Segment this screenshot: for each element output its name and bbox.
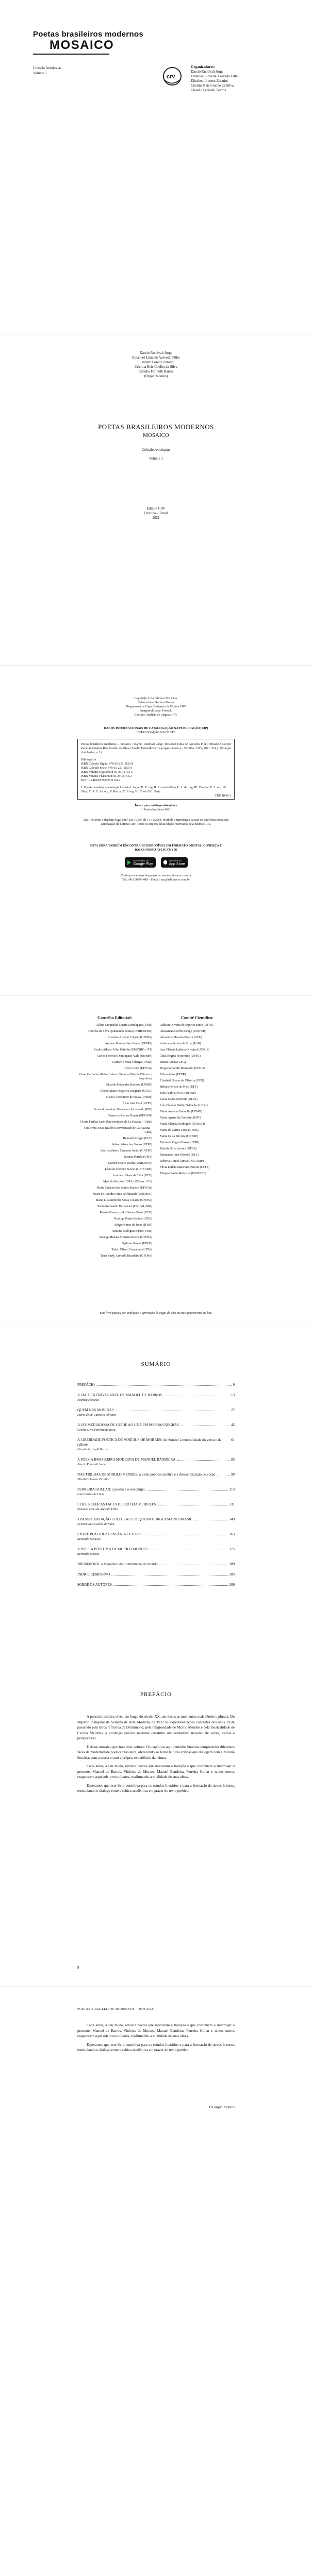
cip-subtitle: CATALOGAÇÃO NA FONTE: [136, 731, 176, 734]
title-organizer: Darcio Rundvalt Jorge: [139, 351, 173, 355]
sumario-entry-author: Patrícia Fonseca: [77, 1399, 99, 1402]
cover-title-rule: [33, 54, 109, 55]
sumario-entry-page: 149: [229, 1517, 235, 1521]
copyright-line: Editor-chefe: Railson Moura: [138, 701, 174, 704]
sumario-entry-title: ENTRE PLACIDEZ E INSÂNIA OCULOS: [77, 1532, 142, 1536]
sumario-entry[interactable]: [77, 1472, 235, 1482]
apple-icon: [163, 860, 167, 865]
isbn-line: Bibliografia: [81, 758, 96, 761]
catalog-index: [77, 804, 235, 812]
editorial-member: Antônio Pereira Gaio Júnior (UFRRJ): [105, 1042, 152, 1045]
prefacio-paragraph: Esperamos que este livro contribua para os estudos literários e para a formação de novos leitores, estimulando o diálogo entre a crítica acadêmica e o prazer do texto poético.: [77, 2042, 235, 2052]
scientific-member: Anderson Pereira da Silva (UnB): [160, 1042, 201, 1045]
sumario-entry-author: Cecília Silva Ferreira da Rosa: [77, 1429, 116, 1432]
sumario-entry-author: Darcio Rundvalt Jorge: [77, 1463, 106, 1466]
google-play-badge-top: DISPONÍVEL NO: [133, 859, 150, 862]
organizers-label: Organizadores:: [191, 65, 215, 69]
title-organizer: Cristina Reis Coelho da Silva: [135, 365, 177, 369]
scientific-member: Maria Cláudia Rodrigues (UNIRIO): [160, 1123, 205, 1126]
editorial-member: Elione Maria Nogueira Diogenes (UFAL): [100, 1090, 152, 1093]
sumario-entry-page: 113: [229, 1487, 235, 1492]
scientific-member: Helena Pereira de Melo (UFF): [160, 1086, 198, 1089]
peer-review-note: Este livro passou por avaliação e aprovação às cegas de dois ou mais pareceristas ad hoc.: [100, 1312, 212, 1315]
copyright-page: [0, 666, 312, 995]
editorial-member: Cesar Gerónimo Tello (Univer. Nacional Três de Febrero – Argentina): [79, 1073, 152, 1080]
editorial-member: Lídia de Oliveira Xavier (UNIEURO): [105, 1168, 152, 1171]
cip-subjects: 1. Poesia brasileira – antologia literária I. Jorge, D. R. org. II. Azevedo Filho, E. L. de. org. III. Zaratini, E. L. org. IV. Silva, C. R. C. da. org. V. Barros, C. F. org. VI. Título VII. Série.: [81, 786, 226, 793]
editorial-member: Josania Portela (UFPI): [124, 1156, 152, 1159]
sumario-entry-author: Elizabeth Lorenz Zaratini: [77, 1478, 109, 1481]
sumario-entry-page: 83: [231, 1458, 235, 1462]
contact-address: Tel.: (41) 3039-6418 – E-mail: sac@editoracrv.com.br: [122, 878, 190, 882]
sumario-entry-page: 45: [231, 1423, 235, 1427]
organizer-name: Cristina Reis Coelho da Silva: [191, 83, 234, 88]
cip-header: [77, 726, 235, 735]
editorial-member: Anselmo Alencar Colares (UFOPA): [107, 1036, 152, 1039]
organizer-name: Elizabeth Lorenz Zaratini: [191, 79, 228, 83]
publisher-contact: [77, 874, 235, 882]
editorial-member: Maria Cristina dos Santos Bezerra (UFSCar): [96, 1187, 152, 1190]
sumario-entry-page: 61: [231, 1438, 235, 1442]
scientific-member: Diogo Sartorelli Bonzanini (UFGD): [160, 1067, 205, 1070]
sumario-entry[interactable]: [77, 1438, 235, 1452]
scientific-member: Maria do Carmo Faria (UFMG): [160, 1129, 200, 1132]
scientific-committee: [160, 1015, 235, 1178]
scientific-member: Lucas Lopes Rezende (UFPA): [160, 1098, 198, 1101]
sumario-entry-page: 99: [231, 1472, 235, 1477]
title-organizer: Elizabeth Lorenz Zaratini: [137, 360, 175, 364]
sumario-entry[interactable]: [77, 1572, 235, 1577]
editorial-member: Leonel Severo Rocha (UNISINOS): [108, 1162, 152, 1165]
editorial-member: Elizeu Clementino de Souza (UNEB): [106, 1096, 152, 1099]
contact-site: Conheça os nossos lançamentos: www.editoracrv.com.br: [121, 874, 191, 877]
prefacio-paragraph: Cada autor, a seu modo, revisita poetas que marcaram a tradição e que continuam a interrogar o presente. Manoel de Barros, Vinícius de Moraes, Manuel Bandeira, Ferreira Gullar e tantos outros reaparecem aqui sob novos olhares, reafirmando a vitalidade de suas obras.: [77, 2023, 235, 2038]
sumario-entry[interactable]: [77, 1408, 235, 1417]
sumario-entry-title: A VIZ MEDIADORA DE GUÍDE AO UNA EM POESIAS NEGRAS: [77, 1423, 179, 1427]
editorial-member: Rodrigo Pratte-Santos (UFES): [114, 1217, 152, 1221]
sumario-entry-author: Mário de Sá-Carneiro Oliveira: [77, 1414, 116, 1417]
editorial-member: Sérgio Nunes de Jesus (IFRO): [114, 1224, 152, 1227]
editorial-member: Andréia da Silva Quintanilha Sousa (UNIR/UFRN): [88, 1030, 152, 1033]
sumario-title: SUMÁRIO: [141, 1361, 171, 1367]
title-page-heading: [0, 423, 312, 461]
editorial-member: Carlos Federico Dominguez Avila (Unieuro): [97, 1055, 152, 1058]
sumario-entry[interactable]: [77, 1517, 235, 1527]
sumario-entry-author: Claudio Farinelli Barros: [77, 1448, 109, 1451]
catalog-index-title: Índice para catálogo sistemático: [135, 804, 177, 807]
scientific-member: Roberta Gomes Lima (UNICAMP): [160, 1160, 204, 1163]
editorial-council-list: [77, 1023, 152, 1258]
isbn-list: [81, 758, 231, 783]
organizer-name: Darcio Rundvalt Jorge: [191, 70, 224, 74]
cover-organizers: [191, 65, 239, 93]
editorial-council-title: Conselho Editorial:: [97, 1015, 132, 1020]
editorial-member: Renato Francisco dos Santos Paula (UFG): [100, 1211, 152, 1214]
sumario-leader-dots: [177, 1460, 229, 1461]
cip-cdd: CDD B869.1: [215, 794, 231, 798]
editorial-member: Celso Conti (UFSCar): [124, 1067, 152, 1070]
editorial-member: Tadeu Oliver Gonçalves (UFPA): [111, 1248, 152, 1251]
publication-year: 2021: [152, 516, 160, 520]
editorial-member: Maria Lília Imbiriba Sousa Colares (UFOPA): [95, 1199, 152, 1202]
prefacio-paragraph: É desse mosaico que trata este volume. Os capítulos aqui reunidos buscam compreender diferentes faces da modernidade poética brasileira, oferecendo ao leitor leituras críticas que dialogam com a história literária, com a teoria e com a própria experiência da leitura.: [77, 1744, 235, 1760]
cover-title-line1: Poetas brasileiros modernos: [33, 30, 144, 39]
scientific-member: Maria Antonia Granville (UFMG): [160, 1110, 202, 1113]
scientific-committee-list: [160, 1023, 235, 1176]
cip-title: DADOS INTERNACIONAIS DE CATALOGAÇÃO NA PUBLICAÇÃO (CIP): [104, 727, 208, 730]
scientific-member: Maria Aparecida Valentim (UFF): [160, 1116, 201, 1120]
sumario-entry[interactable]: [77, 1458, 235, 1467]
title-organizer-role: (Organizadores): [144, 374, 168, 378]
scientific-member: Elisabeth Soares de Oliveira (UFG): [160, 1079, 204, 1082]
sumario-entry[interactable]: [77, 1562, 235, 1567]
sumario-entry-author: Bernardo Moraes: [77, 1553, 100, 1556]
sumario-entry-title: DRUMMOND, o lavradeiro de o sentimento do mundo: [77, 1562, 158, 1566]
publisher-city: Curitiba – Brasil: [144, 511, 168, 515]
sumario-entry[interactable]: [77, 1423, 235, 1432]
prefacio-paragraph: A poesia brasileira viveu, ao longo do século XX, um dos seus momentos mais férteis e plurais. Do impacto inaugural da Semana de Arte Moderna de 1922 às experimentações concretas dos anos 1950, passando pela lírica reflexiva de Drummond, pela religiosidade de Murilo Mendes e pela musicalidade de Cecília Meireles, a produção poética nacional construiu um verdadeiro mosaico de vozes, estilos e perspectivas.: [77, 1715, 235, 1740]
sumario-entry[interactable]: [77, 1487, 235, 1497]
prefacio-paragraph: Cada autor, a seu modo, revisita poetas que marcaram a tradição e que continuam a interrogar o presente. Manoel de Barros, Vinícius de Moraes, Manuel Bandeira, Ferreira Gullar e tantos outros reaparecem aqui sob novos olhares, reafirmando a vitalidade de suas obras.: [77, 1764, 235, 1779]
google-play-icon: [127, 860, 131, 865]
publisher-name: Editora CRV: [146, 506, 166, 511]
sumario-entry-author: Emanuel Lima de Azevedo Filho: [77, 1508, 118, 1511]
sumario-entry-page: 163: [229, 1532, 235, 1536]
sumario-leader-dots: [96, 1385, 232, 1386]
copyright-lines: [0, 697, 312, 717]
scientific-member: Alessandra Corrêa Farago (UNIFEB): [160, 1030, 206, 1033]
editorial-member: Tania Suely Azevedo Brasileiro (UFOPA): [100, 1255, 152, 1258]
sumario-entry[interactable]: [77, 1502, 235, 1512]
scientific-member: Sílvia Letícia Matievicz Pereira (UFFS): [160, 1166, 209, 1169]
cover-volume: Volume 1: [33, 71, 47, 75]
prefacio-signature: Os organizadores: [209, 2105, 235, 2109]
editorial-member: Gloria Fariñas León (Universidade de La Havana – Cuba): [80, 1121, 152, 1124]
prefacio-body: [77, 1714, 235, 1797]
running-head: POETAS BRASILEIROS MODERNOS – MOSAICO: [77, 2008, 155, 2011]
cip-box: [77, 739, 235, 800]
google-play-badge-label: Google Play: [133, 862, 153, 866]
sumario-entry[interactable]: [77, 1532, 235, 1541]
scientific-member: Thiago Otávio Medeiros (UNIVASF): [160, 1172, 206, 1175]
title-page-imprint: [0, 506, 312, 520]
editorial-member: Solange Helena Ximenes-Rocha (UFOPA): [99, 1236, 152, 1239]
editorial-member: Élsio José Corá (UFFS): [122, 1102, 152, 1105]
copyright-line: Diagramação e Capa: Designers da Editora CRV: [126, 705, 186, 708]
sumario-entry-author: Gian Carlos de Lima: [77, 1493, 104, 1496]
sumario-entry-title: SOBRE OS AUTORES: [77, 1583, 112, 1587]
sumario-entry-page: 209: [229, 1583, 235, 1587]
book-volume: Volume 1: [149, 456, 163, 461]
book-subtitle: MOSAICO: [143, 432, 169, 438]
scientific-member: Luís Cláudio Dallier Saldanha (UERJ): [160, 1104, 208, 1107]
sumario-entry[interactable]: [77, 1583, 235, 1587]
scientific-member: Alexandre Macedo Pereira (UFU): [160, 1036, 202, 1039]
sumario-entry-title: A POESIA BRASILEIRA MODERNA DE MANUEL BANDEIRA: [77, 1458, 176, 1462]
sumario-list: [77, 1383, 235, 1593]
editorial-member: Maria de Lourdes Pinto de Almeida (UNOESC): [92, 1193, 152, 1196]
scientific-member: João Paulo Silva (UNIFESP): [160, 1092, 196, 1095]
editorial-member: Paulo Romualdo Hernandes (UNIFAL-MG): [97, 1205, 152, 1208]
scientific-member: Adilson Oliveira do Espirito Santo (UFPA): [160, 1024, 214, 1027]
sumario-entry-title: ÍNDICE REMISSIVO: [77, 1572, 110, 1577]
sumario-leader-dots: [113, 1585, 228, 1586]
editorial-member: Marcelo Paixão (UFRJ e UTexas – US): [103, 1180, 152, 1183]
app-promo-text: ESTA OBRA TAMBÉM ENCONTRA-SE DISPONÍVEL EM FORMATO DIGITAL. CONHEÇA E BAIXE NOSSO APLICATIVO!: [90, 844, 222, 852]
title-page: [0, 335, 312, 665]
scientific-member: Maria Luísa Silveira (UNESP): [160, 1135, 198, 1138]
editorial-member: Carlos Alberto Vilar Estêvão (UMINHO – PT): [94, 1048, 152, 1052]
isbn-line: ISBN Coleção Digital 978-65-251-1152-8: [81, 762, 134, 766]
scientific-member: Marinete Regina Basso (UFPR): [160, 1141, 200, 1144]
scientific-member: Denise Vieira (UFG): [160, 1061, 186, 1064]
prefacio-page: [0, 1656, 312, 1986]
google-play-badge[interactable]: [125, 857, 155, 868]
sumario-entry-title: A LIBERDADE POÉTICA DE VINÍCIUS DE MORAES: do 'Soneto' à musicalidade do verso e da rythme: [77, 1438, 222, 1447]
editorial-member: João Adalberto Campato Junior (UNESP): [100, 1149, 152, 1153]
sumario-entry[interactable]: [77, 1547, 235, 1556]
svg-text:crv: crv: [167, 74, 175, 80]
sumario-entry-page: 175: [229, 1547, 235, 1551]
app-store-badge-top: Disponível na: [169, 859, 182, 862]
sumario-entry-title: PREFÁCIO: [77, 1383, 95, 1387]
sumario-page: [0, 1326, 312, 1656]
sumario-entry-page: 9: [233, 1383, 235, 1387]
editorial-member: Eduardo Fernandes Barbosa (UFMG): [105, 1083, 152, 1087]
sumario-entry-page: 27: [231, 1408, 235, 1412]
organizer-name: Emanuel Lima de Azevedo Filho: [191, 74, 239, 78]
editorial-member: Simone Rodrigues Pinto (UNB): [112, 1230, 152, 1233]
app-store-badge-label: App Store: [169, 862, 185, 866]
store-badges: [107, 857, 205, 868]
sumario-entry-page: 189: [229, 1562, 235, 1566]
copyright-line: Copyright © da Editora CRV Ltda.: [134, 697, 178, 700]
editorial-member: Carmen Tereza Velanga (UNIR): [112, 1061, 152, 1064]
editorial-member: Sydione Santos (UEPG): [122, 1242, 152, 1245]
editorial-member: Aldira Guimarães Duarte Domínguez (UNB): [96, 1024, 152, 1027]
sumario-entry-author: Cristina Reis Coelho da Silva: [77, 1523, 114, 1526]
scientific-member: Cátia Regina Fioravante (UFSC): [160, 1055, 201, 1058]
editorial-council: [77, 1015, 152, 1260]
councils-page: [0, 996, 312, 1326]
cover-page: [0, 0, 312, 335]
editorial-member: Lourdes Helena da Silva (UFV): [112, 1174, 152, 1177]
sumario-entry-page: 13: [231, 1393, 235, 1397]
prefacio-continued-page: [0, 1987, 312, 2316]
isbn-line: DOI 10.24824/978652511154.2: [81, 779, 121, 782]
scientific-member: Edison Cruz (UFPR): [160, 1073, 186, 1076]
sumario-entry-author: Bernardo Meneses: [77, 1538, 101, 1541]
editorial-member: Guillermo Arias Beatón (Universidade de La Havana – Cuba): [84, 1127, 152, 1134]
sumario-entry-title: NAS TRILHAS DE MURILO MENDES: a visão poético-católica e a dessacralização do corpo: [77, 1472, 216, 1477]
sumario-entry-title: QUEM NAS MOVIDAS: [77, 1408, 114, 1412]
sumario-entry-page: 203: [229, 1572, 235, 1577]
copyright-line: Revisão: Analista de Línguas CRV: [134, 714, 178, 717]
scientific-member: Rafaela Silva Jacinto (UFES): [160, 1147, 196, 1150]
sumario-entry-title: A FALA EXTRAVAGANTE DE MANOEL DE BARROS: [77, 1393, 162, 1397]
catalog-index-entry: 1. Poesia brasileira 869.1: [140, 808, 172, 811]
editorial-member: Helmuth Krüger (UCP): [123, 1137, 152, 1140]
sumario-entry-title: TRANSPLANTAÇÃO CULTURAL E PEQUENA BURGUESIA NO BRASIL: [77, 1517, 192, 1521]
scientific-committee-title: Comitê Científico:: [181, 1015, 214, 1020]
title-page-organizers: [0, 351, 312, 379]
title-organizer: Emanuel Lima de Azevedo Filho: [132, 355, 180, 360]
page-number: 9: [77, 1965, 79, 1970]
scientific-member: Raimundo Luiz Oliveira (UFC): [160, 1154, 199, 1157]
book-title: POETAS BRASILEIROS MODERNOS: [98, 423, 214, 431]
isbn-line: ISBN Volume Físico 978-65-251-1154-2: [81, 775, 132, 778]
sumario-entry[interactable]: [77, 1383, 235, 1387]
editorial-member: Jailson Alves dos Santos (UFRJ): [111, 1143, 152, 1146]
title-organizer: Claudio Farinelli Barros: [138, 369, 174, 374]
cover-collection: Coleção Antologias: [33, 66, 62, 70]
rights-notice: 2021 Foi feito o depósito legal conf. Lei 10.994 de 14/12/2004. Proibida a reprodução parcial ou total desta obra sem autorização da Editora CRV. Todos os direitos desta edição reservados pela Editora CRV.: [83, 819, 229, 826]
sumario-entry-title: LER E RELER AS FACES DE CECÍLIA MEIRELES: [77, 1502, 156, 1506]
organizer-name: Claudio Farinelli Barros: [191, 88, 226, 92]
book-collection: Coleção Antologias: [141, 448, 171, 452]
prefacio-continued-body: [77, 2023, 235, 2056]
sumario-entry-title: A POESIA PÓSTUMA DE MURILO MENDES: [77, 1547, 148, 1551]
crv-logo: [159, 66, 188, 87]
cip-body: Poetas brasileiros modernos – mosaico / Darcio Rundvalt Jorge, Emanuel Lima de Azevedo Filho, Elizabeth Lorenz Zaratini, Cristina Reis Coelho da Silva, Claudio Farinelli Barros (organizadores) – Curitiba : CRV, 2021. 214 p. (Coleção Antologias, v. 1): [81, 743, 231, 754]
scientific-member: Ana Cláudia Ladeira Oliveira (UFRGS): [160, 1048, 209, 1052]
isbn-line: ISBN Coleção Físico 978-65-251-1155-9: [81, 767, 133, 770]
prefacio-title: PREFÁCIO: [140, 1691, 172, 1698]
editorial-member: Francisco Carlos Duarte (PUC-PR): [108, 1114, 152, 1117]
isbn-line: ISBN Volume Digital 978-65-251-1153-5: [81, 771, 133, 774]
app-store-badge[interactable]: [161, 857, 188, 868]
sumario-entry-page: 131: [229, 1502, 235, 1506]
cover-title-line2: MOSAICO: [50, 38, 114, 52]
sumario-leader-dots: [217, 1475, 229, 1476]
sumario-entry[interactable]: [77, 1393, 235, 1402]
editorial-member: Fernando Antônio Gonçalves Alcoforado (IPB): [93, 1108, 152, 1111]
sumario-entry-title: FERREIRA GULLAR: a poesia e o seu tempo: [77, 1487, 145, 1492]
copyright-line: Imagem de capa: Freepik: [140, 709, 172, 713]
prefacio-paragraph: Esperamos que este livro contribua para os estudos literários e para a formação de novos leitores, estimulando o diálogo entre a crítica acadêmica e o prazer do texto poético.: [77, 1783, 235, 1793]
